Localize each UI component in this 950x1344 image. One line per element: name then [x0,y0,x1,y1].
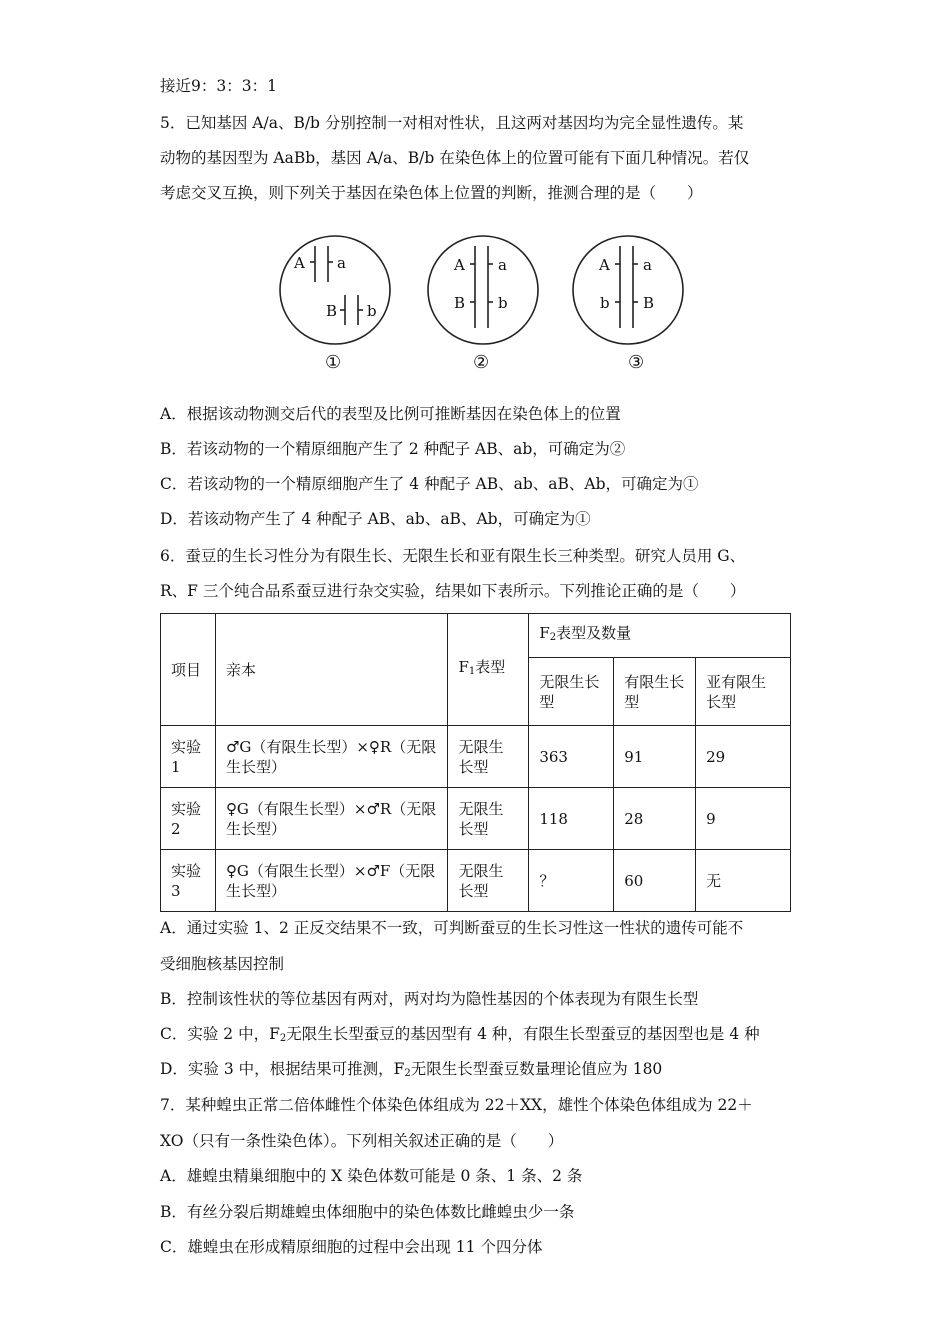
row-parent: ♀G（有限生长型）×♂F（无限生长型） [215,850,448,912]
q7-option-c: C．雄蝗虫在形成精原细胞的过程中会出现 11 个四分体 [160,1238,543,1256]
q6-option-d: D．实验 3 中，根据结果可推测，$F_2$无限生长型蚕豆数量理论值应为 180 [160,1060,663,1079]
fig1-gene-A: A [294,254,305,272]
q5-option-a: A．根据该动物测交后代的表型及比例可推断基因在染色体上的位置 [160,405,621,423]
q7-option-b: B．有丝分裂后期雄蝗虫体细胞中的染色体数比雌蝗虫少一条 [160,1203,575,1221]
table-row [161,850,791,912]
header-f1: $F_1$表型 [448,614,529,726]
q6-option-c: C．实验 2 中，$F_2$无限生长型蚕豆的基因型有 4 种，有限生长型蚕豆的基因型也是 4 种 [160,1025,760,1044]
row-f1: 无限生长型 [448,788,529,850]
q6-option-b: B．控制该性状的等位基因有两对，两对均为隐性基因的个体表现为有限生长型 [160,990,699,1008]
q7-option-a: A．雄蝗虫精巢细胞中的 X 染色体数可能是 0 条、1 条、2 条 [160,1167,583,1185]
row-f1: 无限生长型 [448,850,529,912]
row-parent: ♀G（有限生长型）×♂R（无限生长型） [215,788,448,850]
header-unlimited: 无限生长型 [529,658,614,726]
fig1-gene-b: b [367,302,377,320]
header-parent: 亲本 [215,614,448,726]
q5-option-d: D．若该动物产生了 4 种配子 AB、ab、aB、Ab，可确定为① [160,510,591,528]
answer-fragment: 接近9：3：3：1 [160,77,277,95]
q6-stem-line1: 6．蚕豆的生长习性分为有限生长、无限生长和亚有限生长三种类型。研究人员用 G、 [160,547,746,565]
header-sub-limited: 亚有限生长型 [696,658,791,726]
q6-option-a-line2: 受细胞核基因控制 [160,955,285,973]
fig1-gene-B: B [326,302,338,320]
q5-stem-line2: 动物的基因型为 AaBb，基因 A/a、B/b 在染色体上的位置可能有下面几种情况。若仅 [160,149,750,167]
fig3-label: ③ [628,352,645,372]
q5-stem-line1: 5．已知基因 A/a、B/b 分别控制一对相对性状，且这两对基因均为完全显性遗传。某 [160,114,744,132]
experiment-table [160,613,791,912]
row-limited: 91 [614,726,696,788]
fig3-gene-A: A [599,256,610,274]
row-item: 实验2 [161,788,216,850]
fig1-gene-a: a [337,254,346,272]
row-item: 实验3 [161,850,216,912]
row-item: 实验1 [161,726,216,788]
fig2-gene-B: B [454,294,466,312]
q6-option-a-line1: A．通过实验 1、2 正反交结果不一致，可判断蚕豆的生长习性这一性状的遗传可能不 [160,919,744,937]
row-sub-limited: 无 [696,850,791,912]
row-sub-limited: 29 [696,726,791,788]
q5-stem-line3: 考虑交叉互换，则下列关于基因在染色体上位置的判断，推测合理的是（ ） [160,184,703,202]
fig3-gene-B: B [643,294,655,312]
row-unlimited: ？ [529,850,614,912]
header-item: 项目 [161,614,216,726]
chromosome-diagram [270,222,690,372]
q5-option-c: C．若该动物的一个精原细胞产生了 4 种配子 AB、ab、aB、Ab，可确定为① [160,475,699,493]
header-f2: $F_2$表型及数量 [529,614,791,658]
fig2-gene-A: A [454,256,465,274]
table-row [161,788,791,850]
fig2-label: ② [473,352,490,372]
row-unlimited: 118 [529,788,614,850]
row-limited: 60 [614,850,696,912]
q7-stem-line1: 7．某种蝗虫正常二倍体雌性个体染色体组成为 22＋XX，雄性个体染色体组成为 22＋ [160,1096,753,1114]
row-sub-limited: 9 [696,788,791,850]
q7-stem-line2: XO（只有一条性染色体）。下列相关叙述正确的是（ ） [160,1132,564,1150]
fig3-gene-a: a [643,256,652,274]
fig3-gene-b: b [600,294,610,312]
row-limited: 28 [614,788,696,850]
row-f1: 无限生长型 [448,726,529,788]
q5-option-b: B．若该动物的一个精原细胞产生了 2 种配子 AB、ab，可确定为② [160,440,626,458]
table-row [161,726,791,788]
fig2-gene-a: a [498,256,507,274]
fig2-gene-b: b [498,294,508,312]
header-limited: 有限生长型 [614,658,696,726]
row-parent: ♂G（有限生长型）×♀R（无限生长型） [215,726,448,788]
fig1-label: ① [325,352,342,372]
row-unlimited: 363 [529,726,614,788]
q6-stem-line2: R、F 三个纯合品系蚕豆进行杂交实验，结果如下表所示。下列推论正确的是（ ） [160,582,746,600]
